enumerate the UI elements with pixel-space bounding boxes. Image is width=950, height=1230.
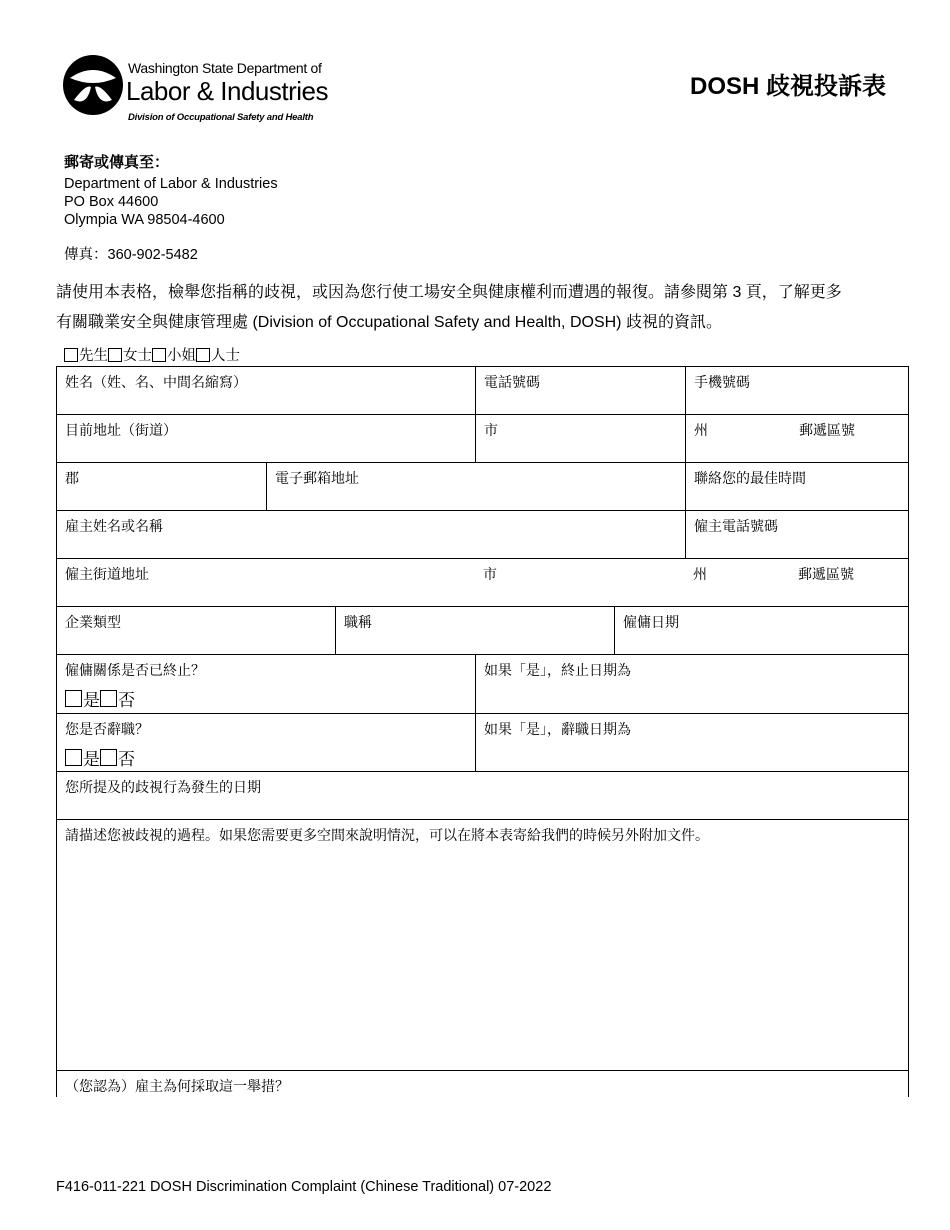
name-field[interactable] (57, 367, 475, 415)
lni-logo-icon (62, 54, 124, 116)
employer-name-label: 雇主姓名或名稱 (65, 518, 163, 534)
salutation-mrs-label: 女士 (123, 348, 152, 364)
address-line-1: Department of Labor & Industries (64, 176, 278, 192)
intro-line-1: 請使用本表格，檢舉您指稱的歧視，或因為您行使工場安全與健康權利而遭遇的報復。請參閱第 3 頁，了解更多 (56, 284, 842, 301)
resigned-no-checkbox[interactable] (100, 749, 117, 766)
row-county-email (56, 462, 909, 511)
form-title: DOSH 歧視投訴表 (689, 73, 886, 100)
employer-city-field[interactable] (475, 559, 685, 607)
salutation-miss-label: 小姐 (167, 348, 196, 364)
why-field[interactable] (57, 1071, 908, 1097)
salutation-miss-checkbox[interactable] (152, 348, 166, 362)
salutation-mx-label: 人士 (211, 348, 240, 364)
name-label: 姓名（姓、名、中間名縮寫） (65, 374, 247, 390)
salutation-mr-checkbox[interactable] (64, 348, 78, 362)
job-title-label: 職稱 (344, 614, 372, 630)
salutation-mx-checkbox[interactable] (196, 348, 210, 362)
resigned-yes-checkbox[interactable] (65, 749, 82, 766)
agency-logo (62, 54, 332, 126)
employer-name-field[interactable] (57, 511, 685, 559)
city-label: 市 (484, 422, 498, 438)
employer-phone-label: 僱主電話號碼 (694, 518, 778, 534)
county-label: 郡 (65, 470, 79, 486)
description-label: 請描述您被歧視的過程。如果您需要更多空間來說明情況，可以在將本表寄給我們的時候另外附加文件。 (65, 827, 709, 843)
row-resigned (56, 713, 909, 772)
terminated-yes-label: 是 (83, 691, 100, 710)
logo-text-line2: Labor & Industries (126, 76, 329, 106)
row-contact (56, 366, 909, 415)
employer-state-zip-field[interactable] (685, 559, 908, 607)
employer-zip-label: 郵遞區號 (798, 566, 854, 582)
email-field[interactable] (266, 463, 685, 511)
address-field[interactable] (57, 415, 475, 463)
terminated-no-checkbox[interactable] (100, 690, 117, 707)
resigned-no-label: 否 (118, 750, 135, 769)
mobile-field[interactable] (685, 367, 908, 415)
terminated-yes-checkbox[interactable] (65, 690, 82, 707)
phone-field[interactable] (475, 367, 685, 415)
business-type-label: 企業類型 (65, 614, 121, 630)
logo-text-line1: Washington State Department of (128, 60, 322, 76)
row-employer-address (56, 558, 909, 607)
row-job (56, 606, 909, 655)
row-address (56, 414, 909, 463)
row-terminated (56, 654, 909, 714)
business-type-field[interactable] (57, 607, 335, 655)
terminated-field (57, 655, 475, 714)
resignation-date-label: 如果「是」，辭職日期為 (484, 721, 631, 737)
row-employer (56, 510, 909, 559)
employer-state-label: 州 (693, 566, 707, 582)
job-title-field[interactable] (335, 607, 614, 655)
resigned-yes-label: 是 (83, 750, 100, 769)
fax-number: 傳真：360-902-5482 (64, 247, 198, 263)
row-discrimination-date (56, 771, 909, 820)
employer-phone-field[interactable] (685, 511, 908, 559)
resignation-date-field[interactable] (475, 714, 908, 772)
address-line-2: PO Box 44600 (64, 194, 159, 210)
hire-date-field[interactable] (614, 607, 908, 655)
terminated-question: 僱傭關係是否已終止？ (65, 662, 205, 678)
salutation-mrs-checkbox[interactable] (108, 348, 122, 362)
zip-label: 郵遞區號 (799, 422, 855, 438)
row-why (56, 1070, 909, 1097)
termination-date-field[interactable] (475, 655, 908, 714)
county-field[interactable] (57, 463, 266, 511)
logo-text-line3: Division of Occupational Safety and Health (128, 112, 314, 123)
salutation-options (64, 344, 240, 365)
phone-label: 電話號碼 (484, 374, 540, 390)
intro-line-2: 有關職業安全與健康管理處 (Division of Occupational Safety and Health, DOSH) 歧視的資訊。 (56, 314, 722, 331)
hire-date-label: 僱傭日期 (623, 614, 679, 630)
terminated-no-label: 否 (118, 691, 135, 710)
why-label: （您認為）雇主為何採取這一舉措？ (65, 1078, 289, 1094)
city-field[interactable] (475, 415, 685, 463)
address-label: 目前地址（街道） (65, 422, 177, 438)
salutation-mr-label: 先生 (79, 348, 108, 364)
resigned-field (57, 714, 475, 772)
description-field[interactable] (57, 820, 908, 1071)
discrimination-date-field[interactable] (57, 772, 908, 820)
row-description (56, 819, 909, 1071)
resigned-question: 您是否辭職？ (65, 721, 149, 737)
discrimination-date-label: 您所提及的歧視行為發生的日期 (65, 779, 261, 795)
employer-city-label: 市 (483, 566, 497, 582)
employer-address-field[interactable] (57, 559, 475, 607)
state-label: 州 (694, 422, 708, 438)
email-label: 電子郵箱地址 (275, 470, 359, 486)
state-zip-field[interactable] (685, 415, 908, 463)
form-footer: F416-011-221 DOSH Discrimination Complaint (Chinese Traditional) 07-2022 (56, 1179, 552, 1195)
mobile-label: 手機號碼 (694, 374, 750, 390)
address-line-3: Olympia WA 98504-4600 (64, 212, 225, 228)
best-time-label: 聯絡您的最佳時間 (694, 470, 806, 486)
mailing-heading: 郵寄或傳真至： (64, 154, 170, 171)
termination-date-label: 如果「是」，終止日期為 (484, 662, 631, 678)
best-time-field[interactable] (685, 463, 908, 511)
employer-address-label: 僱主街道地址 (65, 566, 149, 582)
